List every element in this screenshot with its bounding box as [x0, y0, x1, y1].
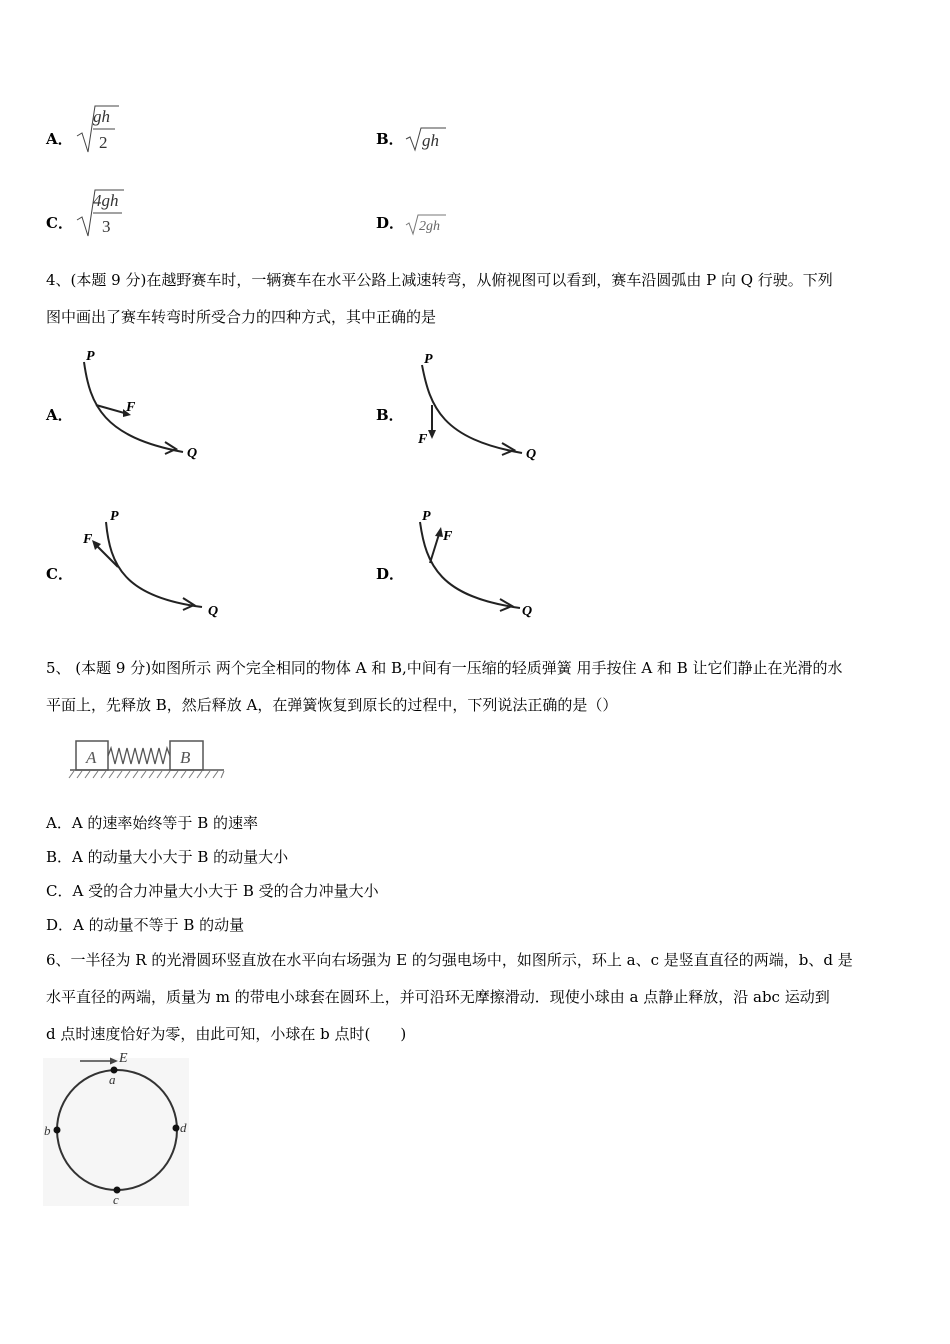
q5-option-c: C．A 受的合力冲量大小大于 B 受的合力冲量大小 [46, 882, 379, 900]
q4-figure-b [410, 347, 545, 467]
label-f: F [126, 400, 136, 415]
block-a-label: A [86, 748, 97, 767]
q5-option-d: D．A 的动量不等于 B 的动量 [46, 916, 245, 934]
label-q: Q [208, 604, 219, 619]
q3-option-c-letter: C． [46, 214, 73, 232]
q3-option-a-letter: A． [46, 130, 73, 148]
q4-option-a-letter: A． [46, 406, 73, 424]
q4-option-d-letter: D． [376, 565, 405, 583]
q4-stem-line1: 4、(本题 9 分)在越野赛车时，一辆赛车在水平公路上减速转弯，从俯视图可以看到，赛车沿圆弧由 P 向 Q 行驶。下列 [46, 271, 833, 289]
label-p: P [86, 349, 95, 364]
q3-a-denominator: 2 [99, 133, 108, 152]
figure-background [43, 1058, 189, 1206]
svg-text:2gh: 2gh [419, 219, 440, 234]
q6-stem-line1: 6、一半径为 R 的光滑圆环竖直放在水平向右场强为 E 的匀强电场中，如图所示，环上 a、c 是竖直直径的两端，b、d 是 [46, 951, 853, 969]
label-q: Q [526, 447, 537, 462]
label-e: E [119, 1051, 128, 1066]
q4-figure-c [80, 505, 225, 625]
q5-option-a: A．A 的速率始终等于 B 的速率 [46, 814, 258, 832]
svg-text:4gh: 4gh [93, 191, 119, 210]
q5-stem-line1: 5、 (本题 9 分)如图所示 两个完全相同的物体 A 和 B,中间有一压缩的轻质弹簧 用手按住 A 和 B 让它们静止在光滑的水 [46, 659, 843, 677]
q3-option-a-formula [74, 100, 134, 156]
q4-option-b-letter: B． [376, 406, 404, 424]
q6-stem-line3: d 点时速度恰好为零，由此可知，小球在 b 点时( ) [46, 1025, 407, 1043]
q4-option-c-letter: C． [46, 565, 73, 583]
q5-option-b: B．A 的动量大小大于 B 的动量大小 [46, 848, 289, 866]
q3-a-numerator: gh [93, 107, 110, 126]
label-p: P [110, 509, 119, 524]
label-d: d [180, 1120, 187, 1135]
svg-text:gh: gh [422, 131, 439, 150]
label-q: Q [522, 604, 533, 619]
label-q: Q [187, 446, 198, 461]
label-p: P [422, 509, 431, 524]
q3-option-b-letter: B． [376, 130, 404, 148]
q3-option-d-letter: D． [376, 214, 405, 232]
label-f: F [418, 432, 428, 447]
label-f: F [83, 532, 93, 547]
point-b [54, 1127, 61, 1134]
q5-figure-spring-blocks [66, 732, 228, 782]
label-p: P [424, 352, 433, 367]
spring [108, 748, 170, 764]
label-b: b [44, 1123, 51, 1138]
q6-stem-line2: 水平直径的两端，质量为 m 的带电小球套在圆环上，并可沿环无摩擦滑动．现使小球由 a 点静止释放，沿 abc 运动到 [46, 988, 830, 1006]
q3-option-d-formula [404, 212, 454, 238]
q6-figure-ring [40, 1050, 195, 1208]
q4-stem-line2: 图中画出了赛车转弯时所受合力的四种方式，其中正确的是 [46, 308, 437, 326]
svg-text:3: 3 [102, 217, 111, 236]
label-c: c [113, 1192, 119, 1207]
block-b-label: B [180, 748, 191, 767]
q4-figure-d [410, 505, 545, 625]
q5-stem-line2: 平面上，先释放 B，然后释放 A，在弹簧恢复到原长的过程中，下列说法正确的是（） [46, 696, 618, 714]
q3-option-b-formula [404, 124, 454, 154]
q4-figure-a [78, 345, 208, 465]
q3-option-c-formula [74, 184, 136, 240]
label-a: a [109, 1072, 116, 1087]
point-d [173, 1125, 180, 1132]
label-f: F [443, 529, 453, 544]
